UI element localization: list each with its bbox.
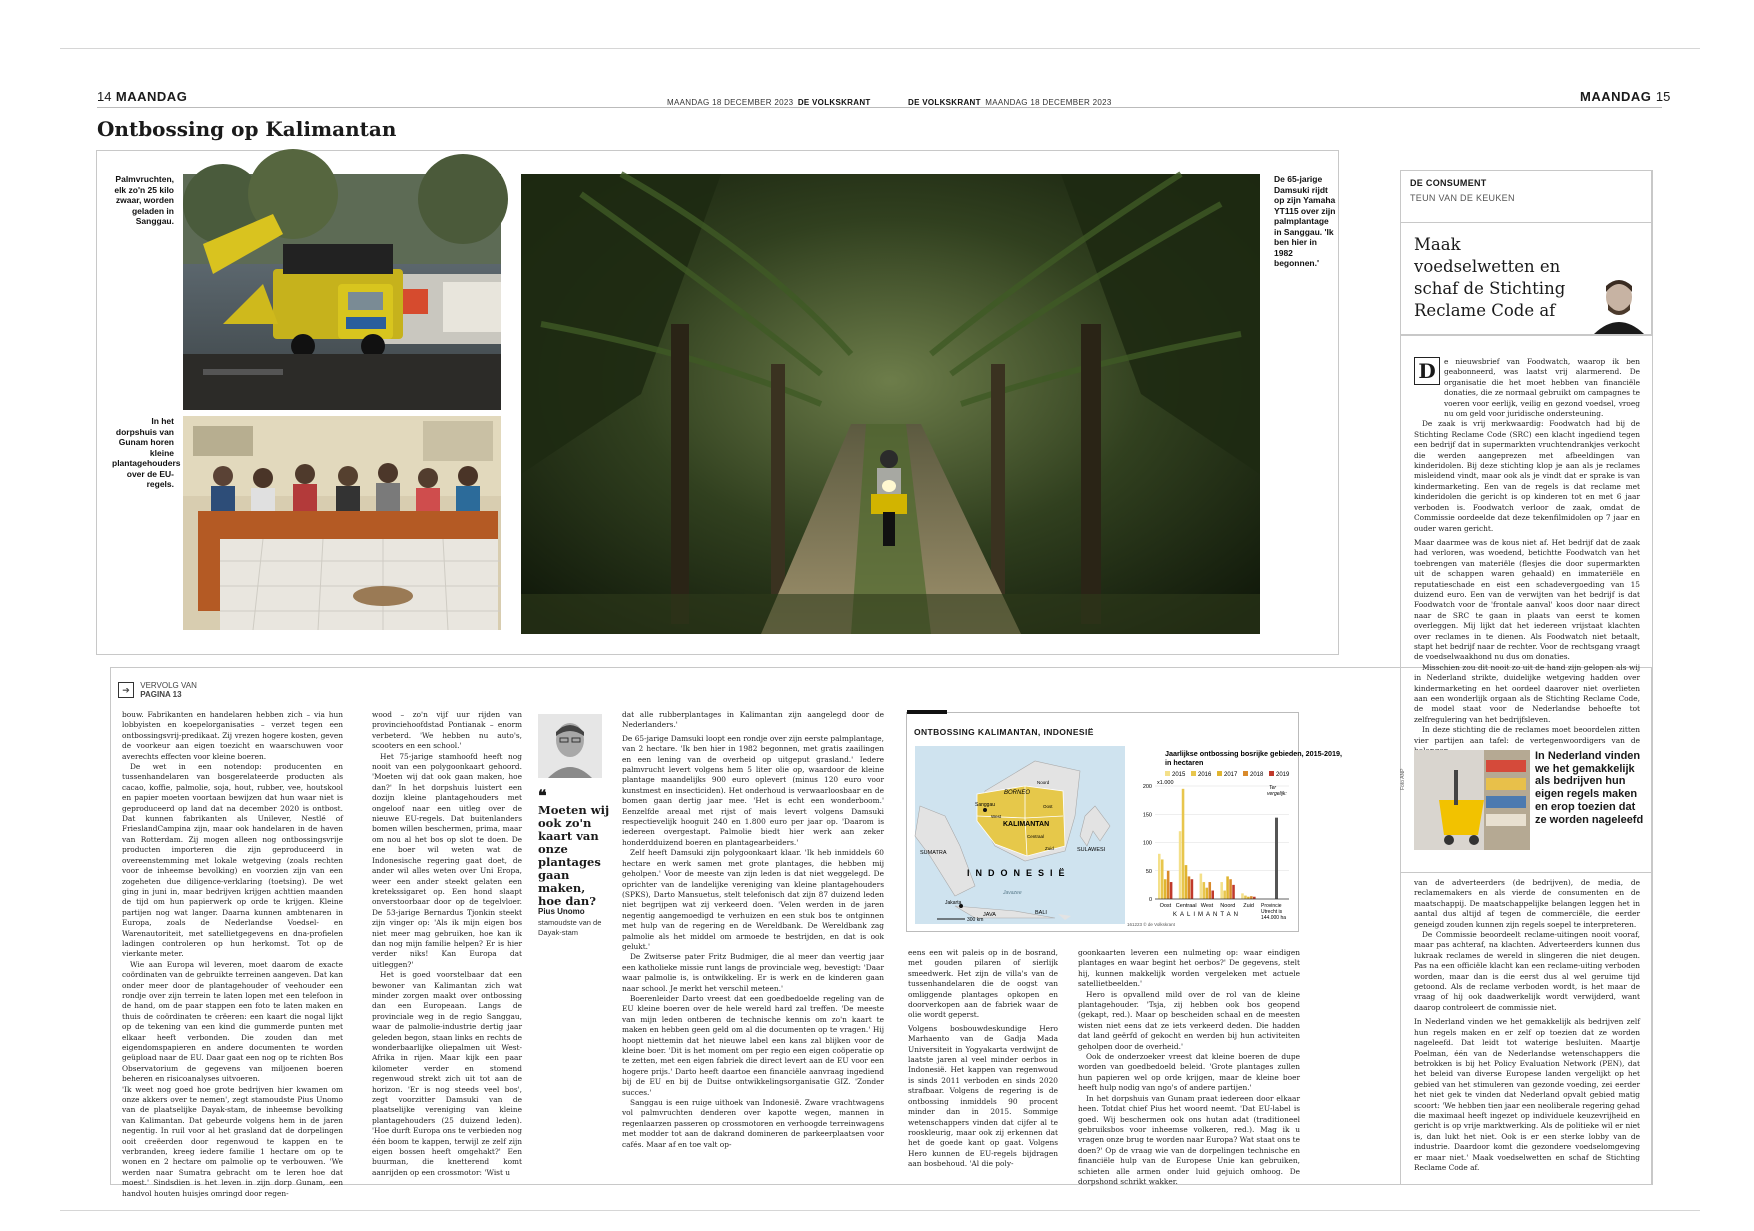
paragraph: bouw. Fabrikanten en handelaren hebben zich – via hun lobbyisten en koepelorganisaties – verzet tegen een ontbossingsvrij-predikaat. Zij vrezen hogere kosten, geven de voorkeur aan eigen toezicht en waarschuwen voor averechts effecten voor kleine boeren. (122, 710, 343, 761)
left-date: MAANDAG 18 DECEMBER 2023 (667, 98, 794, 107)
right-day: MAANDAG (1580, 89, 1652, 104)
legend-label: 2016 (1198, 772, 1212, 778)
article-column-3 (622, 710, 884, 1176)
chart-title: Jaarlijkse ontbossing bosrijke gebieden, 2015-2019, (1165, 749, 1342, 758)
bar (1232, 885, 1235, 899)
legend-label: 2015 (1172, 772, 1186, 778)
legend-swatch (1191, 771, 1196, 776)
left-day: MAANDAG (115, 89, 188, 104)
legend-swatch (1217, 771, 1222, 776)
bar (1161, 859, 1164, 899)
paragraph: Boerenleider Darto vreest dat een goedbedoelde regeling van de EU kleine boeren over de hele wereld hard zal treffen. 'De meeste van mijn leden ontberen de technische kennis om zo'n kaart te maken en hebben geen geld om al die documenten op te vragen.' Hij hoopt niettemin dat het nieuwe label een kans zal blijken voor de kleine boer. 'Dit is het moment om per regio een eigen coöperatie op te zetten, met een eigen fabriek die direct levert aan de EU voor een hogere prijs.' Darto heeft daartoe een financiële aanvraag ingediend bij de EU en bij de Duitse ontwikkelingsorganisatie GIZ. 'Zonder succes.' (622, 993, 884, 1097)
paragraph: wood – zo'n vijf uur rijden van provinciehoofdstad Pontianak – enorm verbeterd. 'We hebben nu auto's, scooters en een school.' (372, 710, 522, 751)
bar (1220, 882, 1223, 899)
map-label: Centraal (1027, 834, 1045, 839)
y-tick-label: 0 (1148, 897, 1152, 903)
article-column-4 (908, 948, 1058, 1176)
legend-swatch (1269, 771, 1274, 776)
paragraph: In het dorpshuis van Gunam praat iedereen door elkaar heen. Totdat chief Pius het woord neemt. 'Dat EU-label is goed. Wij beschermen ook ons hutan adat (traditioneel gebruiksbos voor inheemse volkeren, red.). Mag ik u vragen onze brug te worden naar Europa? Wat staat ons te doen?' Op de vraag wie van de dorpelingen technische en financiële hulp van de Europese Unie kan gebruiken, schieten alle armen onder luid gejuich omhoog. De dorpshond schrikt wakker. (1078, 1093, 1300, 1186)
y-tick-label: 100 (1142, 840, 1152, 847)
map-label: KALIMANTAN (1003, 821, 1050, 828)
vervolg-from: VERVOLG VAN (140, 681, 197, 690)
left-page-header (97, 88, 187, 106)
consument-side-head: In Nederland vinden we het gemakkelijk als bedrijven hun eigen regels maken en erop toezien dat ze worden nageleefd (1535, 750, 1644, 826)
bar (1226, 876, 1229, 899)
arrow-right-icon: ➔ (118, 682, 134, 698)
author-portrait (1588, 270, 1650, 334)
legend-label: 2019 (1276, 772, 1290, 778)
right-date: MAANDAG 18 DECEMBER 2023 (985, 98, 1112, 107)
bar (1206, 888, 1209, 899)
paragraph: Het 75-jarige stamhoofd heeft nog nooit van een polygoonkaart gehoord. 'Moeten wij dat ook gaan maken, hoe dan?' In het dorpshuis luistert een dozijn kleine plantagehouders met ongeloof naar een uitleg over de nieuwe EU-regels. Dat buitenlanders bomen willen beschermen, prima, maar om nou al het bos op slot te doen. De ene boer wil weten wat de Indonesische regering gaat doet, de ander wil alles weten over Uni Eropa, weer een ander steekt gelaten een kretekssigaret op. Een hond slaapt onverstoorbaar door op de tegelvloer. De 53-jarige Bernardus Tjonkin steekt zijn vinger op: 'Als ik mijn eigen bos niet meer mag gebruiken, hoe kan ik dan nog mijn familie helpen? Er is hier verder niks! Kan Europa dat uitleggen?' (372, 751, 522, 969)
comparison-name: Utrecht is (1261, 909, 1283, 915)
map-label: INDONESIË (967, 868, 1071, 878)
chart-credit: 161223 © de Volkskrant (1127, 922, 1175, 927)
article-column-5 (1078, 948, 1300, 1186)
paragraph: De wet in een notendop: producenten en tussenhandelaren van bosgerelateerde producten als cacao, koffie, palmolie, soja, hout, rubber, vee, houtskool en papier moeten voortaan bewijzen dat hun waar niet is geproduceerd op land dat na december 2020 is ontbost. Dat kunnen fabrikanten als Unilever, Nestlé of FrieslandCampina zijn, maar ook handelaren in de haven van Rotterdam. Zij mogen alleen nog ontbossingsvrije producten importeren die zijn geproduceerd in overeenstemming met lokale wetgeving (zoals rechten voor de inheemse bevolking) en voorzien zijn van een zogeheten due diligence-verklaring (toetsing). De wet ging in juni in, maar bedrijven krijgen achttien maanden de tijd om hun papierwerk op orde te krijgen. Kleine partijen nog wat langer. Daarna kunnen ambtenaren in Europa, zoals de Nederlandse Voedsel- en Warenautoriteit, met satellietgegevens en dna-profielen ladingen controleren op hun herkomst. Tot op de vierkante meter. (122, 762, 343, 959)
paragraph: eens een wit paleis op in de bosrand, met gouden pilaren of sierlijk smeedwerk. Het zijn de villa's van de tussenhandelaren die de oogst van omliggende plantages opkopen en doorverkopen aan de fabriek waar de olie wordt geperst. (908, 948, 1058, 1020)
right-paper: DE VOLKSKRANT (908, 98, 981, 107)
map-label: Sanggau (975, 802, 996, 808)
paragraph: van de adverteerders (de bedrijven), de media, de reclamemakers en als vierde de consumenten en de maatschappij. De maatschappelijke belangen leggen het in aantal dus altijd af tegen de commerciële, die eerder geneigd zouden kunnen zijn regels soepel te interpreteren. (1414, 878, 1640, 929)
photo-credit: Foto ANP (1400, 768, 1406, 790)
comparison-label: Ter (1269, 785, 1277, 791)
y-tick-label: 50 (1145, 868, 1152, 875)
paragraph: 'Ik weet nog goed hoe grote bedrijven hier kwamen om onze akkers over te nemen', zegt stamoudste Pius Unomo van de plaatselijke Dayak-stam, de inheemse bevolking van Kalimantan. Dat gebeurde volgens hem in de jaren negentig. In ruil voor al het grasland dat de dorpelingen ooit creëerden door regenwoud te kappen en te verbranden, kreeg iedere familie 1 hectare om op te wonen en 2 hectare om palmolie op te verbouwen. 'We werden naar Sumatra gebracht om te leren hoe dat moest.' Sindsdien is het leven in zijn dorp Gunam, een handvol houten huisjes omringd door regen- (122, 1084, 343, 1198)
bar (1200, 874, 1203, 899)
paragraph: Zelf heeft Damsuki zijn polygoonkaart klaar. 'Ik heb inmiddels 60 hectare en werk samen met grote plantages, die hebben mij geholpen.' Voor de meeste van zijn leden is dat niet weggelegd. De oprichter van de landelijke vereniging van kleine plantagehouders (SPKS), Darto Mansuetus, stelt telefonisch dat zijn 87 duizend leden niet begrijpen wat zij verkeerd doen. 'Velen werden in de jaren negentig aangemoedigd te verhuizen en een stuk bos te ontginnen met hulp van de regering en de Wereldbank. De Wereldbank zag palmolie als het middel om armoede te bestrijden, en dat is ook gelukt.' (622, 848, 884, 951)
comparison-name: 144.000 ha (1261, 915, 1287, 921)
paragraph: De Commissie beoordeelt reclame-uitingen nooit vooraf, maar pas achteraf, na klachten. Adverteerders kunnen dus lukraak reclames de wereld in slingeren die niet deugen. Pas na een officiële klacht kan een reclame-uiting verboden worden, maar dan is die eerst dus al wel geruime tijd getoond. Als de reclame verboden wordt, is het maar de vraag of hij ook daadwerkelijk wordt verwijderd, want daarop controleert de commissie niet. (1414, 930, 1640, 1012)
chart-box-title: ONTBOSSING KALIMANTAN, INDONESIË (914, 727, 1094, 737)
bar (1167, 871, 1170, 899)
bar (1164, 879, 1167, 899)
unit-label: x1.000 (1157, 780, 1174, 786)
legend-label: 2018 (1250, 772, 1264, 778)
dropcap: D (1414, 357, 1440, 385)
paragraph: dat alle rubberplantages in Kalimantan zijn aangelegd door de Nederlanders.' (622, 710, 884, 730)
map-label: West (991, 814, 1002, 819)
pullquote-name: Pius Unomo (538, 907, 585, 916)
comparison-label: vergelijk: (1267, 791, 1287, 797)
paragraph: Misschien zou dit nooit zo uit de hand zijn gelopen als wij in Nederland strikte, duidelijke wetgeving hadden over kindermarketing en het oordeel daarover niet overlieten aan een wonderlijk orgaan als de Stichting Reclame Code, de model staat voor de Nederlandse behoefte tot zelfregulering van het bedrijfsleven. (1414, 662, 1640, 724)
chart-title: in hectaren (1165, 758, 1204, 767)
x-axis-label: KALIMANTAN (1173, 912, 1241, 918)
bar (1223, 891, 1226, 899)
truck-caption: Palmvruchten, elk zo'n 25 kilo zwaar, worden geladen in Sanggau. (114, 174, 174, 226)
consument-author: TEUN VAN DE KEUKEN (1410, 193, 1515, 203)
motorbike-caption: De 65-jarige Damsuki rijdt op zijn Yamaha YT115 over zijn palmplantage in Sanggau. 'Ik ben hier in 1982 begonnen.' (1274, 174, 1336, 268)
bar (1203, 882, 1206, 899)
consument-title: Maak voedselwetten en schaf de Stichting Reclame Code af (1414, 235, 1566, 320)
bar (1170, 882, 1173, 899)
bar (1211, 891, 1214, 899)
section-title: Ontbossing op Kalimantan (97, 117, 397, 141)
paragraph: Maar daarmee was de kous niet af. Het bedrijf dat de zaak had verloren, was woedend, betichtte Foodwatch van het toebrengen van materiële (flesjes die door supermarkten uit de schappen waren gehaald) en immateriële en reputatieschade en eist een schadevergoeding van 15 duizend euro. Een van de verwijten van het bedrijf is dat Foodwatch voor de 'frontale aanval' koos door naar direct naar de SRC te gaan in plaats van eerst te komen overleggen. Mij lijkt dat het iedereen vrijstaat klachten over reclames in te dienen. Als Foodwatch niet betaalt, stapt het bedrijf naar de rechter. Voor de rechtsgang vraagt de voedselwaakhond nu dus om donaties. (1414, 537, 1640, 662)
comparison-bar (1275, 818, 1278, 899)
bar (1179, 831, 1182, 899)
paragraph: De Zwitserse pater Fritz Budmiger, die al meer dan veertig jaar een katholieke missie runt langs de provinciale weg, bevestigt: 'Daar waar palmolie is, is ontwikkeling. Er is werk en de kinderen gaan naar school. Je merkt het verschil meteen.' (622, 952, 884, 993)
article-column-1 (122, 710, 343, 1198)
bar (1188, 876, 1191, 899)
map-label: SUMATRA (920, 850, 947, 856)
x-tick-label: Noord (1220, 903, 1236, 909)
bar (1250, 896, 1253, 899)
map-label: Noord (1037, 780, 1050, 785)
paragraph: Wie aan Europa wil leveren, moet daarom de exacte coördinaten van de gebruikte terreinen aangeven. Dat kan onder meer door de plantagehouder of veehouder een rondje over zijn terrein te laten lopen met een telefoon in de hand, om de paar stappen een foto te laten maken en thuis de coördinaten te crëeren: een kaart die nogal lijkt op de tekening van een kind die gummerde punten met elkaar heeft verbonden. Die zouden dan met eigendomspapieren en andere documenten te worden geüpload naar de EU. Daar gaat een nog op te richten Bos Observatorium de gegevens van miljoenen boeren beheren en risicoanalyses uitvoeren. (122, 959, 343, 1084)
x-tick-label: Oost (1159, 903, 1172, 909)
x-tick-label: Zuid (1243, 903, 1254, 909)
deforestation-bar-chart (1127, 746, 1342, 928)
bar (1244, 896, 1247, 899)
paragraph: In Nederland vinden we het gemakkelijk als bedrijven zelf hun regels maken en er zelf op toezien dat ze worden nageleefd. Dat leidt tot waterige besluiten. Maartje Poelman, één van de Nederlandse wetenschappers die betrokken is bij het Policy Evaluation Network (PEN), dat het beleid van diverse Europese landen vergelijkt op het gebied van het stimuleren van gezonde voeding, zei eerder het niet gek te vinden dat Nederland opvalt gebied matig scoort: 'We hebben tien jaar een neoliberale regering gehad die maximaal heeft ingezet op individuele keuzevrijheid en gericht is op vrije marktwerking. Als de politieke wil er niet is, dan lukt het niet. Ook is er een sterke lobby van de industrie. Daardoor komt die gezondere voedselomgeving er maar niet.' Maak voedselwetten en schaf de Stichting Reclame Code af. (1414, 1017, 1640, 1172)
continuation-label (118, 681, 197, 699)
right-page-header (1580, 88, 1670, 106)
paragraph: Ook de onderzoeker vreest dat kleine boeren de dupe worden van goedbedoeld beleid. 'Grote plantages zullen hun papieren wel op orde krijgen, maar de kleine boer heeft hulp nodig van ngo's of andere partijen.' (1078, 1052, 1300, 1093)
x-tick-label: Centraal (1175, 903, 1197, 909)
pullquote-text: Moeten wij ook zo'n kaart van onze plantages gaan maken, hoe dan? (538, 803, 610, 908)
map-scale-label: 300 km (967, 917, 984, 923)
map-label: Oost (1043, 804, 1053, 809)
y-tick-label: 200 (1142, 784, 1152, 790)
map-label: BORNEO (1004, 790, 1031, 796)
map-label: JAVA (983, 912, 996, 918)
consument-label: DE CONSUMENT (1410, 178, 1487, 188)
paragraph: De 65-jarige Damsuki loopt een rondje over zijn eerste palmplantage, van 2 hectare. 'Ik ben hier in 1982 begonnen, met gratis zaailingen en een lening van de overheid op uitgeput grasland.' Iedere palmvrucht levert volgens hem 5 liter olie op, waardoor de kleine plantage maandelijks 900 euro oplevert (minus 120 euro voor kunstmest en insecticiden). Het onderhoud is verwaarloosbaar en de bomen gaan dertig jaar mee. 'Het is echt een wonderboom.' Eenzelfde areaal met rijst of mais levert volgens Damsuki respectievelijk hooguit 240 en 1.800 euro per jaar op. 'Daarom is iedereen overgestapt. Palmolie biedt hier werk aan zeker honderdduizend boeren en plantagearbeiders.' (622, 733, 884, 847)
motorbike-photo (521, 174, 1260, 634)
bar (1191, 879, 1194, 899)
bar (1229, 879, 1232, 899)
supermarket-photo (1414, 750, 1530, 850)
consument-column-top (1414, 357, 1640, 745)
bar (1208, 882, 1211, 899)
paragraph: De zaak is vrij merkwaardig: Foodwatch had bij de Stichting Reclame Code (SRC) een klacht ingediend tegen een bedrijf dat in supermarkten vruchtendrankjes verkocht die werden aangeprezen met afbeeldingen van kinderidolen. Bij deze stichting klop je aan als je reclames misleidend vindt, maar ook als je vindt dat er sprake is van kindermarketing. Een van de regels is dat reclame met kinderidolen die gericht is op kinderen tot en met 6 jaar verboden is. Foodwatch verloor de zaak, omdat de Commissie oordeelde dat deze tekenfilmidolen op 7 jaar en ouder waren gericht. (1414, 419, 1640, 533)
map-label: SULAWESI (1077, 847, 1106, 853)
map-label: BALI (1035, 910, 1047, 916)
paragraph: goonkaarten leveren een nulmeting op: waar eindigen plantages en waar begint het oerbos?' De gegevens, stelt hij, kunnen makkelijk worden vergeleken met actuele satellietbeelden.' (1078, 948, 1300, 989)
article-column-2 (372, 710, 522, 1176)
bar (1241, 893, 1244, 899)
legend-label: 2017 (1224, 772, 1238, 778)
bar (1182, 789, 1185, 899)
x-tick-label: West (1200, 903, 1214, 909)
bar (1158, 854, 1161, 899)
bar (1185, 865, 1188, 899)
paragraph: e nieuwsbrief van Foodwatch, waarop ik ben geabonneerd, was laatst vrij alarmerend. De organisatie die het moet hebben van financiële donaties, die ze normaal gebruikt om campagnes te voeren voor eerlijk, veilig en gezond voedsel, vroeg nu om geld voor juridische ondersteuning. (1444, 357, 1640, 419)
quote-icon: ❝ (538, 786, 547, 805)
village-photo (183, 416, 501, 630)
pullquote-role: stamoudste van de Dayak-stam (538, 918, 602, 937)
left-page-number: 14 (97, 89, 112, 104)
paragraph: Sanggau is een ruige uithoek van Indonesië. Zware vrachtwagens vol palmvruchten denderen over kapotte wegen, mannen in regenlaarzen passeren op crossmotoren en verhoogde terreinwagens met modder tot aan de dakrand domineren de parkeerplaatsen voor cafés. Maar af en toe valt op- (622, 1098, 884, 1149)
map-label: Javazee (1003, 890, 1022, 896)
paragraph: Hero is opvallend mild over de rol van de kleine plantagehouder. 'Tsja, zij hebben ook bos geopend (gekapt, red.). Maar op bescheiden schaal en de meesten wisten niet eens dat ze iets verkeerd deden. Die hadden dat land geërfd of gekocht en werden bij hun activiteiten geholpen door de overheid.' (1078, 989, 1300, 1051)
right-page-number: 15 (1655, 89, 1671, 104)
village-caption: In het dorpshuis van Gunam horen kleine plantagehouders over de EU-regels. (112, 416, 181, 489)
y-tick-label: 150 (1142, 812, 1152, 819)
paragraph: Het is goed voorstelbaar dat een bewoner van Kalimantan zich wat minder zorgen maakt over ontbossing dan een Europeaan. Langs de provinciale weg in de regio Sanggau, waar de palmolie-industrie dertig jaar geleden begon, staan links en rechts de wonderbaarlijke oliepalmen uit West-Afrika in rijen. Maar kijk een paar kilometer verder en stomend regenwoud strekt zich uit tot aan de horizon. 'Er is nog steeds veel bos', zegt voorzitter Damsuki van de plaatselijke vereniging van kleine plantagehouders (25 duizend leden). 'Hoe durft Europa ons te verbieden nog één boom te kappen, terwijl ze zelf zijn eigen bossen heeft omgehakt?' Een buurman, die knetterend komt aanrijden op een crossmotor: 'Wist u (372, 970, 522, 1177)
pius-unomo-portrait (538, 714, 602, 778)
left-paper: DE VOLKSKRANT (797, 98, 871, 107)
comparison-name: Provincie (1261, 903, 1282, 909)
map-label: Zuid (1045, 846, 1054, 851)
legend-swatch (1165, 771, 1170, 776)
paragraph: In deze stichting die de reclames moet beoordelen zitten vier partijen aan tafel: de vertegenwoordigers van de (1414, 725, 1640, 745)
vervolg-page: PAGINA 13 (140, 690, 182, 699)
consument-column-bottom (1414, 878, 1640, 1178)
legend-swatch (1243, 771, 1248, 776)
paragraph: Volgens bosbouwdeskundige Hero Marhaento van de Gadja Mada Universiteit in Yogyakarta verdwijnt de laatste jaren al veel minder oerbos in Indonesië. Het kappen van regenwoud is sinds 2011 verboden en sinds 2020 strafbaar. Volgens de regering is de ontbossing inmiddels 90 procent minder dan in 2015. Sommige wetenschappers vinden dat cijfer al te rooskleurig, maar ook zij erkennen dat het de goede kant op gaat. Volgens Hero kunnen de EU-regels bijdragen aan bosbehoud. 'Al die poly- (908, 1023, 1058, 1169)
truck-photo (183, 174, 501, 410)
kalimantan-map (915, 746, 1125, 924)
map-label: Jakarta (945, 900, 962, 906)
